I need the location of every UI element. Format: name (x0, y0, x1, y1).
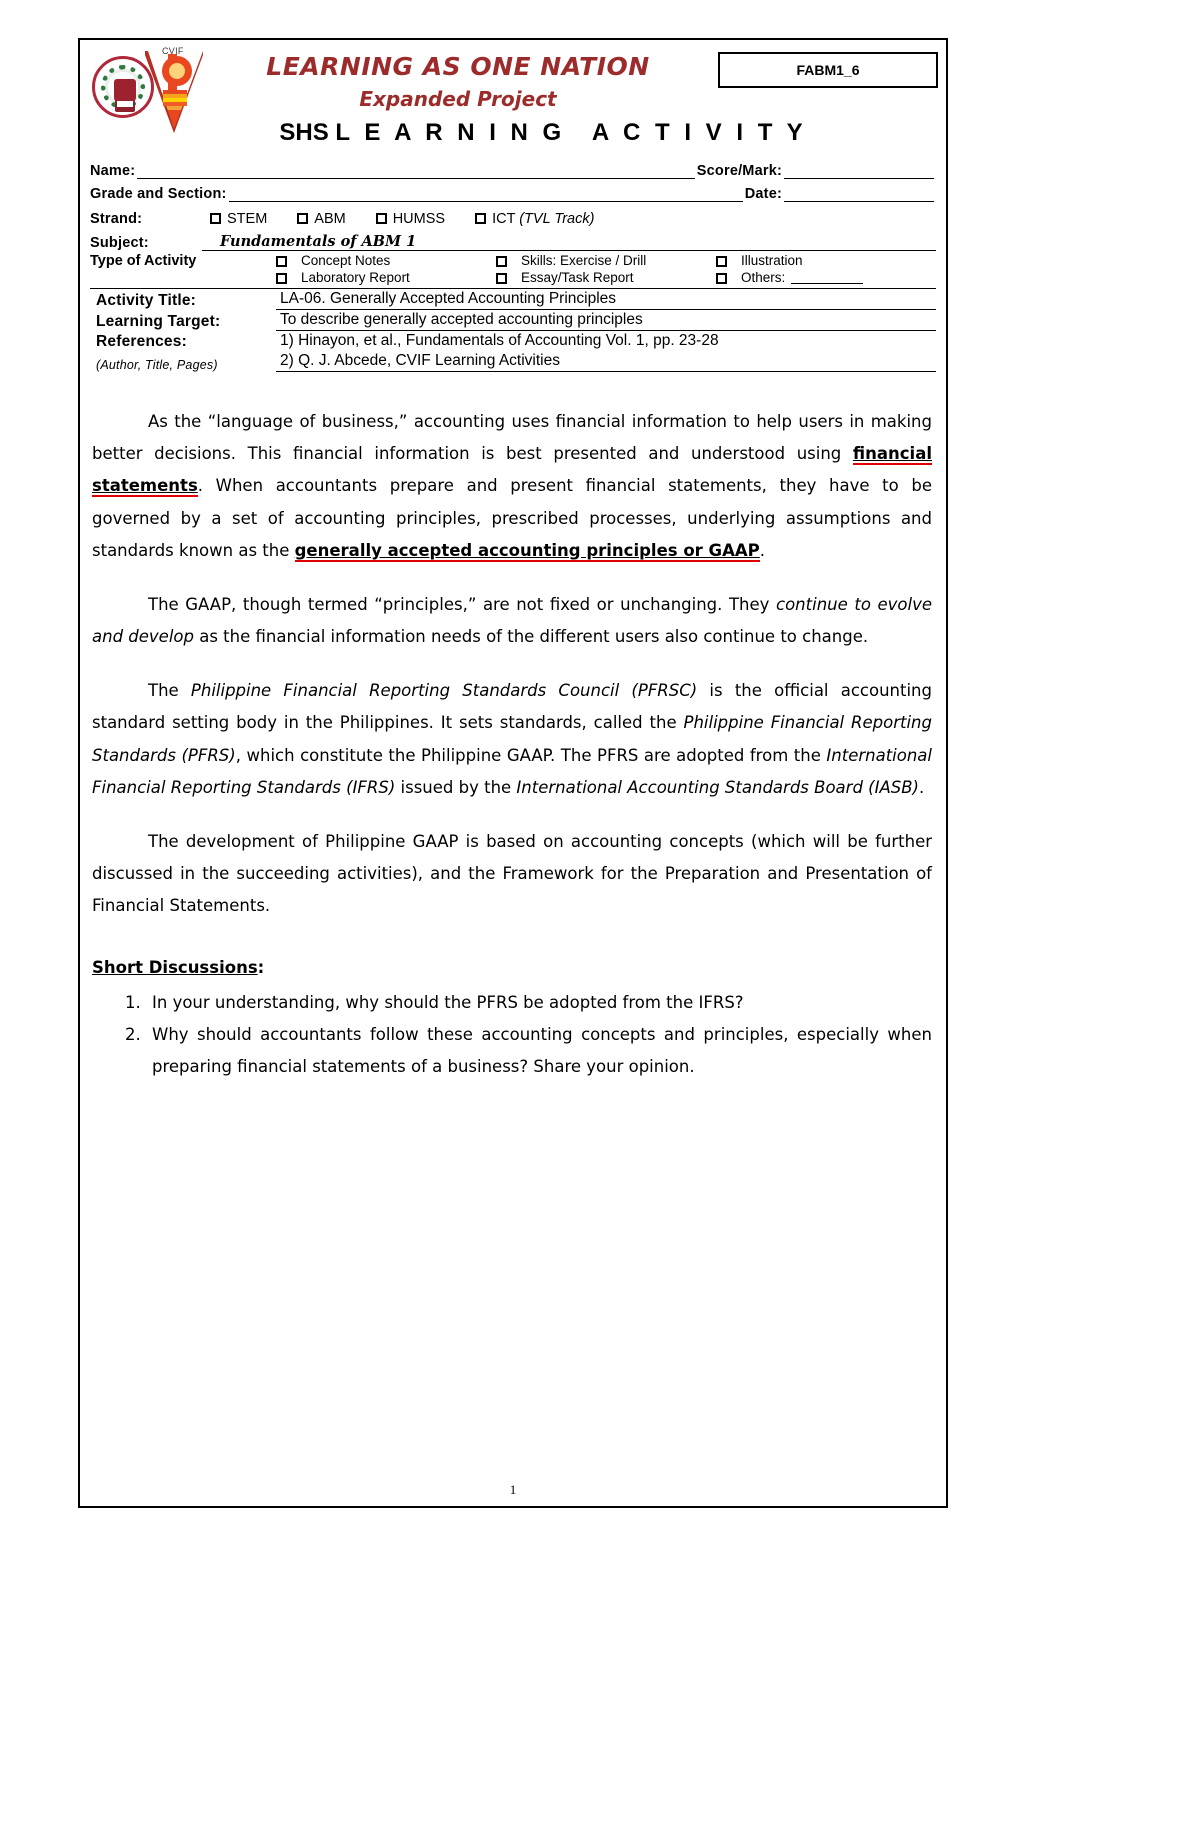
learning-target-value: To describe generally accepted accounting principles (276, 311, 936, 331)
strand-option-label: ICT (492, 211, 516, 227)
document-title-prefix: SHS (279, 119, 329, 146)
checkbox-icon[interactable] (475, 213, 486, 224)
p1-part-b: . When accountants prepare and present financial statements, they have to be governed by a set of accounting principles, prescribed processes, underlying assumptions and standards known as the (92, 476, 932, 560)
learning-target-row (90, 311, 936, 331)
checkbox-icon[interactable] (297, 213, 308, 224)
org-title: LEARNING AS ONE NATION (266, 52, 650, 81)
type-of-activity-section (90, 251, 936, 285)
grade-section-label: Grade and Section: (90, 186, 227, 202)
document-header (80, 40, 946, 156)
strand-options (210, 211, 624, 227)
activity-type-concept-notes[interactable] (276, 253, 496, 268)
p3-part-b: is the official accounting standard setting body in the Philippines. It sets standards, called the (92, 681, 932, 733)
strand-option-stem[interactable] (210, 211, 267, 227)
reference-item-2: 2) Q. J. Abcede, CVIF Learning Activities (276, 352, 936, 372)
p3-italic-pfrs: Philippine Financial Reporting Standards (PFRS) (92, 713, 932, 765)
form-divider (90, 288, 936, 289)
p1-part-a: As the “language of business,” accounting uses financial information to help users in making better decisions. This financial information is best presented and understood using (92, 412, 932, 464)
activity-type-label: Essay/Task Report (521, 270, 634, 285)
activity-type-laboratory-report[interactable] (276, 270, 496, 285)
org-subtitle: Expanded Project (359, 87, 557, 111)
strand-option-humss[interactable] (376, 211, 445, 227)
score-input[interactable] (784, 161, 934, 179)
activity-title-row (90, 290, 936, 310)
activity-type-others-input[interactable] (791, 271, 863, 284)
reference-item-1: 1) Hinayon, et al., Fundamentals of Accounting Vol. 1, pp. 23-28 (280, 332, 719, 349)
subject-label: Subject: (90, 235, 149, 251)
p3-part-d: issued by the (395, 777, 517, 797)
p3-italic-ifrs: International Financial Reporting Standards (IFRS) (92, 745, 933, 797)
p1-part-c: . (759, 540, 765, 560)
short-discussions-heading-text: Short Discussions (92, 958, 258, 978)
strand-option-label: HUMSS (392, 211, 446, 227)
p3-part-a: The (148, 681, 191, 701)
activity-info-block (80, 290, 946, 372)
activity-type-essay-task-report[interactable] (496, 270, 716, 285)
paragraph-1 (92, 406, 932, 567)
strand-option-ict-suffix: (TVL Track) (519, 211, 595, 227)
date-label: Date: (744, 186, 782, 202)
references-label: References: (96, 333, 187, 350)
date-input[interactable] (784, 184, 934, 202)
list-item: 1. In your understanding, why should the PFRS be adopted from the IFRS? (146, 987, 932, 1019)
short-discussions-heading-colon: : (257, 958, 265, 978)
document-title-word-activity: A C T I V I T Y (591, 119, 807, 146)
p3-italic-iasb: International Accounting Standards Board (IASB) (516, 777, 919, 797)
grade-section-row (90, 179, 936, 202)
p3-part-e: . (918, 777, 925, 797)
paragraph-4: The development of Philippine GAAP is based on accounting concepts (which will be further discussed in the succeeding activities), and the Framework for the Preparation and Presentation of Financial Statements. (92, 831, 932, 916)
subject-row (90, 227, 936, 251)
strand-option-abm[interactable] (297, 211, 345, 227)
document-title (210, 119, 946, 147)
strand-label: Strand: (90, 211, 143, 227)
list-item: 2. Why should accountants follow these accounting concepts and principles, especially when preparing financial statements of a business? Share your opinion. (146, 1019, 932, 1083)
checkbox-icon[interactable] (276, 256, 287, 267)
short-discussions-list (92, 987, 932, 1084)
p2-italic-evolve: continue to evolve and develop (92, 594, 933, 647)
activity-type-others[interactable] (716, 270, 936, 285)
cvif-label: CVIF (162, 46, 184, 56)
score-label: Score/Mark: (696, 163, 782, 179)
strand-option-label: ABM (314, 211, 346, 227)
p1-emphasis-financial-statements: financial statements (92, 444, 932, 496)
p3-italic-pfrsc: Philippine Financial Reporting Standards Council (PFRSC) (190, 681, 698, 701)
references-row-2 (90, 352, 936, 372)
activity-type-label: Skills: Exercise / Drill (521, 253, 647, 268)
lesson-body (80, 406, 946, 1083)
p3-part-c: , which constitute the Philippine GAAP. The PFRS are adopted from the (235, 745, 827, 765)
activity-type-illustration[interactable] (716, 253, 936, 268)
p2-part-b: as the financial information needs of the different users also continue to change. (193, 627, 869, 647)
checkbox-icon[interactable] (496, 273, 507, 284)
cvif-logo-icon (144, 48, 204, 136)
strand-option-ict[interactable] (475, 211, 594, 227)
p2-part-a: The GAAP, though termed “principles,” are not fixed or unchanging. They (148, 594, 777, 614)
learning-target-label: Learning Target: (96, 313, 221, 330)
strand-row (90, 202, 936, 227)
activity-type-label: Illustration (741, 253, 803, 268)
activity-type-skills-exercise-drill[interactable] (496, 253, 716, 268)
name-label: Name: (90, 163, 136, 179)
paragraph-2 (92, 589, 932, 653)
name-input[interactable] (137, 161, 694, 179)
page-number: 1 (509, 1482, 517, 1497)
activity-title-value: LA-06. Generally Accepted Accounting Principles (276, 290, 936, 310)
checkbox-icon[interactable] (276, 273, 287, 284)
checkbox-icon[interactable] (716, 256, 727, 267)
short-discussions-heading (92, 952, 932, 984)
subject-value[interactable]: Fundamentals of ABM 1 (202, 233, 936, 251)
checkbox-icon[interactable] (210, 213, 221, 224)
type-of-activity-label: Type of Activity (90, 253, 197, 269)
activity-title-label: Activity Title: (96, 292, 197, 309)
worksheet-page (78, 38, 948, 1508)
checkbox-icon[interactable] (716, 273, 727, 284)
activity-type-label: Others: (741, 270, 786, 285)
grade-section-input[interactable] (229, 184, 743, 202)
references-row-1 (90, 332, 936, 351)
paragraph-3 (92, 675, 932, 804)
student-info-form (80, 156, 946, 289)
activity-type-label: Laboratory Report (301, 270, 410, 285)
activity-type-label: Concept Notes (301, 253, 391, 268)
checkbox-icon[interactable] (376, 213, 387, 224)
references-sublabel: (Author, Title, Pages) (96, 358, 218, 372)
activity-code: FABM1_6 (796, 62, 860, 78)
activity-code-box (718, 52, 938, 88)
logo-group (88, 46, 208, 142)
p1-emphasis-gaap: generally accepted accounting principles or GAAP (294, 540, 760, 560)
strand-option-label: STEM (227, 211, 268, 227)
document-title-word-learning: L E A R N I N G (335, 119, 566, 146)
checkbox-icon[interactable] (496, 256, 507, 267)
type-of-activity-options (276, 253, 936, 285)
name-row (90, 156, 936, 179)
